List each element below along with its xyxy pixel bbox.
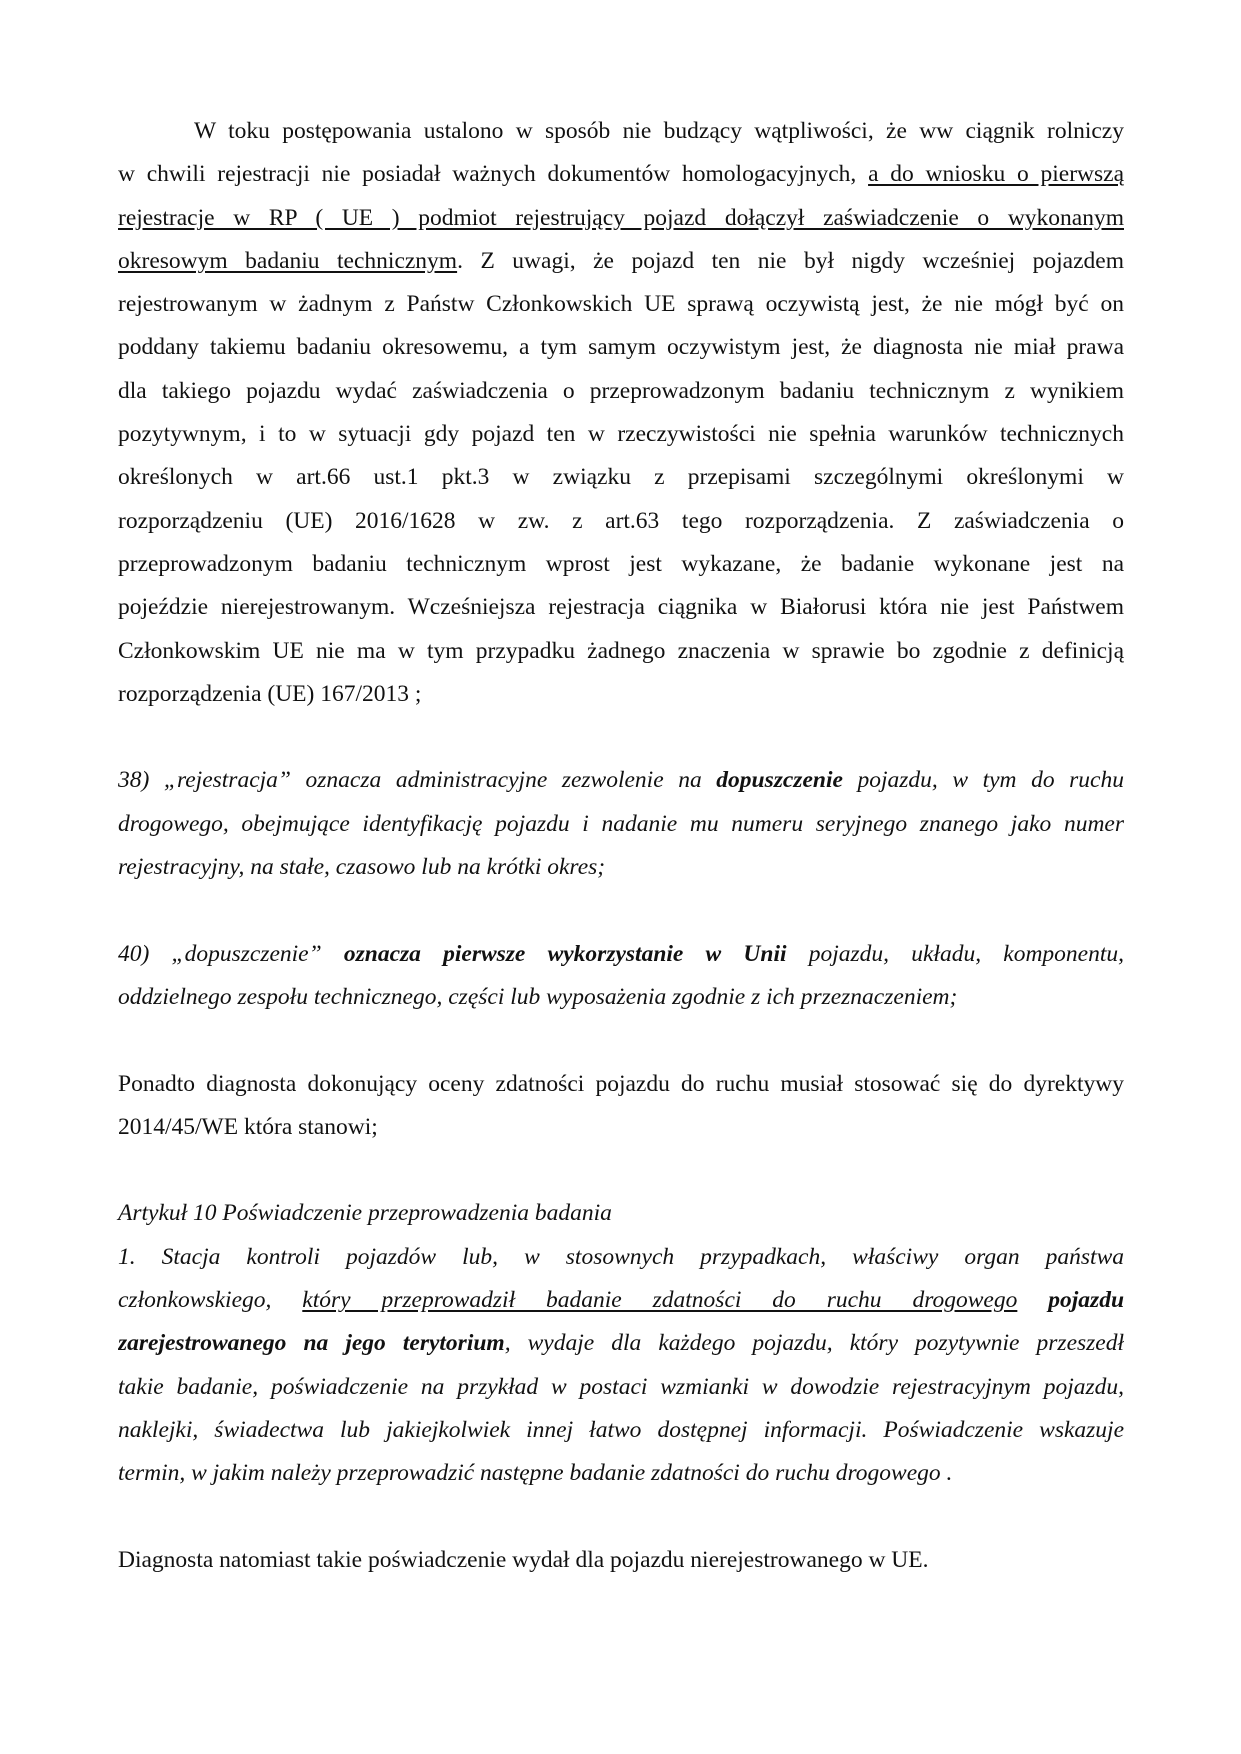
text-line: pozytywnym, i to w sytuacji gdy pojazd ten w rzeczywistości nie spełnia warunków technicznych: [118, 421, 1124, 448]
text-line: pojeździe nierejestrowanym. Wcześniejsza rejestracja ciągnika w Białorusi która nie jest Państwem: [118, 594, 1124, 621]
article-title: Artykuł 10 Poświadczenie przeprowadzenia badania: [118, 1200, 612, 1227]
text-line: naklejki, świadectwa lub jakiejkolwiek innej łatwo dostępnej informacji. Poświadczenie wskazuje: [118, 1416, 1124, 1443]
text-line: rozporządzeniu (UE) 2016/1628 w zw. z art.63 tego rozporządzenia. Z zaświadczenia o: [118, 507, 1124, 534]
text-line: przeprowadzonym badaniu technicznym wprost jest wykazane, że badanie wykonane jest na: [118, 550, 1124, 577]
text-line: termin, w jakim należy przeprowadzić następne badanie zdatności do ruchu drogowego .: [118, 1460, 953, 1487]
article-10: [118, 1192, 1124, 1495]
text-line: takie badanie, poświadczenie na przykład w postaci wzmianki w dowodzie rejestracyjnym pojazdu,: [118, 1373, 1124, 1400]
text-line: 2014/45/WE która stanowi;: [118, 1113, 378, 1140]
underlined-text: a do wniosku o pierwszą: [868, 161, 1124, 188]
text-line: 1. Stacja kontroli pojazdów lub, w stosownych przypadkach, właściwy organ państwa: [118, 1243, 1124, 1270]
definition-40: [118, 933, 1124, 1020]
text-line: [118, 759, 1124, 802]
text-line: Członkowskim UE nie ma w tym przypadku żadnego znaczenia w sprawie bo zgodnie z definicją: [118, 637, 1124, 664]
paragraph-gap: [118, 1019, 1124, 1062]
bold-text: dopuszczenie: [716, 767, 843, 794]
text-line: Ponadto diagnosta dokonujący oceny zdatności pojazdu do ruchu musiał stosować się do dyrektywy: [118, 1070, 1124, 1097]
text-line: [118, 1322, 1124, 1365]
bold-text: oznacza pierwsze wykorzystanie w Unii: [343, 940, 787, 967]
underlined-text: okresowym badaniu technicznym: [118, 247, 458, 274]
paragraph-directive: [118, 1063, 1124, 1150]
text-run: członkowskiego,: [118, 1287, 303, 1314]
text-run: pojazdu, układu, komponentu,: [786, 940, 1124, 967]
text-line: rozporządzenia (UE) 167/2013 ;: [118, 680, 422, 707]
text-line: określonych w art.66 ust.1 pkt.3 w związku z przepisami szczególnymi określonymi w: [118, 464, 1124, 491]
underlined-text-line: rejestracje w RP ( UE ) podmiot rejestrujący pojazd dołączył zaświadczenie o wykonanym: [118, 204, 1124, 231]
text-run: . Z uwagi, że pojazd ten nie był nigdy wcześniej pojazdem: [457, 247, 1124, 274]
text-line: poddany takiemu badaniu okresowemu, a tym samym oczywistym jest, że diagnosta nie miał prawa: [118, 334, 1124, 361]
paragraph-gap: [118, 1496, 1124, 1539]
underlined-text: który przeprowadził badanie zdatności do ruchu drogowego: [302, 1287, 1018, 1314]
text-line: rejestrowanym w żadnym z Państw Członkowskich UE sprawą oczywistą jest, że nie mógł być on: [118, 291, 1124, 318]
text-line: Diagnosta natomiast takie poświadczenie wydał dla pojazdu nierejestrowanego w UE.: [118, 1546, 929, 1573]
document-page: [118, 110, 1124, 1582]
text-run: 38) „rejestracja” oznacza administracyjne zezwolenie na: [118, 767, 717, 794]
paragraph-findings: [118, 110, 1124, 716]
text-run: pojazdu, w tym do ruchu: [842, 767, 1124, 794]
text-line: oddzielnego zespołu technicznego, części lub wyposażenia zgodnie z ich przeznaczeniem;: [118, 983, 958, 1010]
text-line: drogowego, obejmujące identyfikację pojazdu i nadanie mu numeru seryjnego znanego jako numer: [118, 810, 1124, 837]
text-line: rejestracyjny, na stałe, czasowo lub na krótki okres;: [118, 854, 606, 881]
text-run: , wydaje dla każdego pojazdu, który pozytywnie przeszedł: [504, 1330, 1124, 1357]
paragraph-conclusion: [118, 1539, 1124, 1582]
bold-text: zarejestrowanego na jego terytorium: [118, 1330, 505, 1357]
text-line: W toku postępowania ustalono w sposób nie budzący wątpliwości, że ww ciągnik rolniczy: [194, 118, 1124, 144]
paragraph-gap: [118, 1149, 1124, 1192]
text-line: [118, 240, 1124, 283]
text-line: [118, 1279, 1124, 1322]
paragraph-gap: [118, 716, 1124, 759]
definition-38: [118, 759, 1124, 889]
text-line: [118, 933, 1124, 976]
text-run: 40) „dopuszczenie”: [118, 940, 344, 967]
bold-text: pojazdu: [1048, 1287, 1124, 1314]
paragraph-gap: [118, 889, 1124, 932]
text-line: [118, 153, 1124, 196]
text-run: w chwili rejestracji nie posiadał ważnych dokumentów homologacyjnych,: [118, 161, 869, 188]
text-run: [1017, 1287, 1048, 1313]
text-line: dla takiego pojazdu wydać zaświadczenia o przeprowadzonym badaniu technicznym z wynikiem: [118, 377, 1124, 404]
